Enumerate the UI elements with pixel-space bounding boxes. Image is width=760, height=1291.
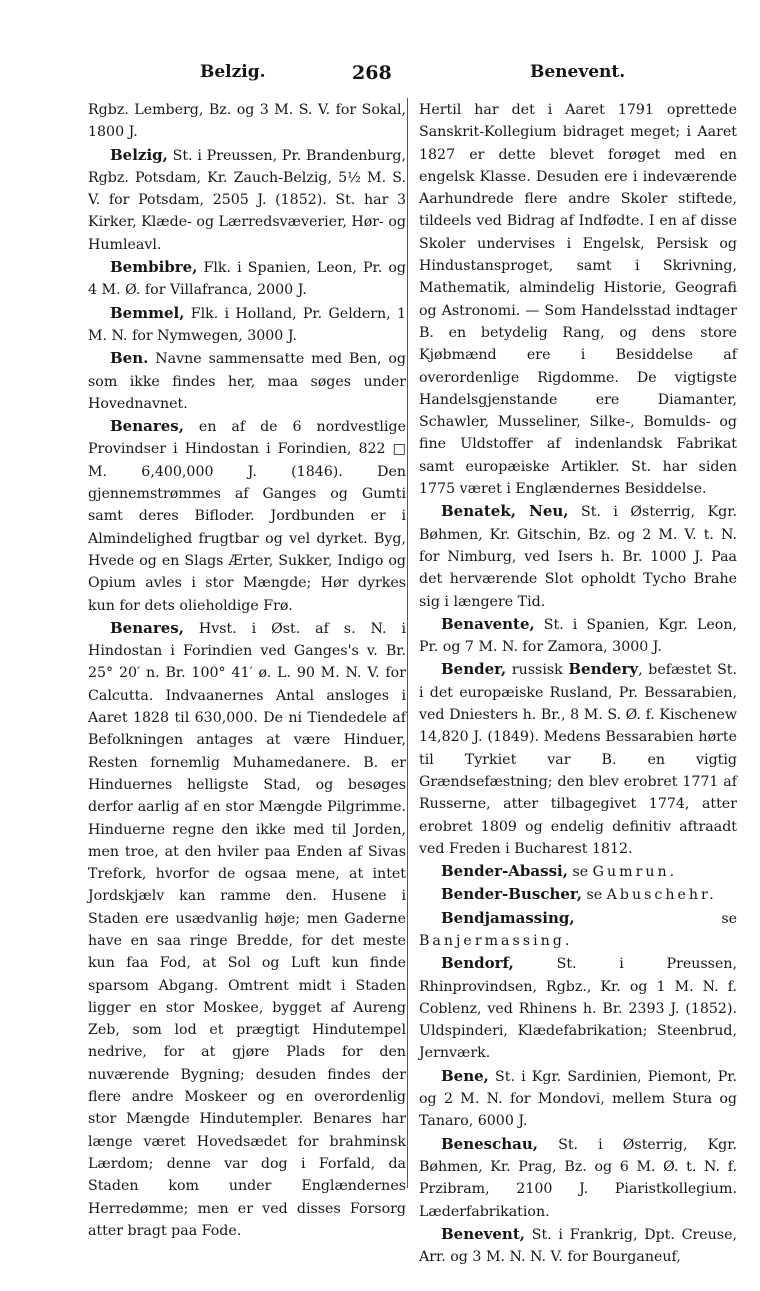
dictionary-entry bbox=[419, 883, 737, 906]
entry-headword: Benavente, bbox=[441, 614, 535, 633]
entry-headword: Bene, bbox=[441, 1066, 489, 1085]
dictionary-entry bbox=[419, 907, 737, 953]
entry-headword: Benatek, Neu, bbox=[441, 502, 569, 521]
dictionary-entry bbox=[419, 1065, 737, 1133]
entry-headword: Benares, bbox=[110, 417, 184, 436]
dictionary-entry bbox=[419, 952, 737, 1064]
entry-text: St. i Østerrig, Kgr. Bøhmen, Kr. Gitschin, Bz. og 2 M. V. t. N. for Nimburg, ved Isers h. Br. 1000 J. Paa det herværende Slot opholdt Tycho Brahe sig i længere Tid. bbox=[419, 504, 738, 610]
left-column bbox=[88, 99, 406, 1242]
dictionary-entry bbox=[88, 256, 406, 302]
entry-headword: Bembibre, bbox=[110, 258, 198, 277]
entry-text: Rgbz. Lemberg, Bz. og 3 M. S. V. for Sokal, 1800 J. bbox=[88, 102, 406, 141]
dictionary-entry bbox=[419, 860, 737, 883]
entry-headword: Bendorf, bbox=[441, 954, 514, 973]
running-head-right: Benevent. bbox=[530, 62, 626, 82]
entry-text: Hvst. i Øst. af s. N. i Hindostan i Forindien ved Ganges's v. Br. 25° 20′ n. Br. 100° 41′ ø. L. 90 M. N. V. for Calcutta. Indvaanernes Antal ansloges i Aaret 1828 til 630,000. De ni Tiendedele af Befolkningen antages at være Hinduer, Resten fornemlig Muhamedanere. B. er Hinduernes helligste Stad, og besøges derfor aarlig af en stor Mængde Pilgrimme. Hinduerne regne den ikke med til Jorden, men troe, at den hviler paa Enden af Sivas Trefork, hvorfor de ogsaa mene, at intet Jordskjælv kan ramme den. Husene i Staden ere usædvanlig høje; men Gaderne have en saa ringe Bredde, for det meste kun faa Fod, at Sol og Luft kun finde sparsom Abgang. Omtrent midt i Staden ligger en stor Moskee, bygget af Aureng Zeb, som lod et prægtigt Hindutempel nedrive, for at gjøre Plads for den nuværende Bygning; desuden findes der flere andre Moskeer og en overordenlig stor Mængde Hindutempler. Benares har længe været Hovedsædet for brahminsk Lærdom; denne var dog i Forfald, da Staden kom under Englændernes Herredømme; men er ved disses Forsorg atter bragt paa Fode. bbox=[88, 620, 406, 1239]
dictionary-entry bbox=[419, 1223, 737, 1269]
entry-headword: Bender-Buscher, bbox=[441, 885, 582, 904]
entry-text: St. i Kgr. Sardinien, Piemont, Pr. og 2 M. N. for Mondovi, mellem Stura og Tanaro, 6000 J. bbox=[419, 1068, 737, 1130]
entry-headword: Ben. bbox=[110, 349, 149, 368]
cross-reference: Abuschehr. bbox=[606, 887, 717, 904]
entry-continuation bbox=[419, 99, 737, 500]
dictionary-entry bbox=[419, 1133, 737, 1223]
entry-headword: Bender, bbox=[441, 660, 507, 679]
entry-text: Navne sammensatte med Ben, og som ikke findes her, maa søges under Hovednavnet. bbox=[88, 351, 406, 412]
entry-text: Hertil har det i Aaret 1791 oprettede Sanskrit-Kollegium bidraget meget; i Aaret 1827 er dette blevet forøget med en engelsk Klasse. Desuden ere i indeværende Aarhundrede flere andre Skoler stiftede, tildeels ved Bidrag af Indfødte. I en af disse Skoler undervises i Engelsk, Persisk og Hindustansproget, samt i Skrivning, Mathematik, almindelig Historie, Geografi og Astronomi. — Som Handelsstad indtager B. en betydelig Rang, og dens store Kjøbmænd ere i Besiddelse af overordenlige Rigdomme. De vigtigste Handelsgjenstande ere Diamanter, Schawler, Musseliner, Silke-, Bomulds- og fine Uldstoffer af indenlandsk Fabrikat samt europæiske Artikler. St. har siden 1775 været i Englændernes Besiddelse. bbox=[419, 102, 737, 498]
entry-text: St. i Preussen, Pr. Brandenburg, Rgbz. Potsdam, Kr. Zauch-Belzig, 5½ M. S. V. for Potsdam, 2505 J. (1852). St. har 3 Kirker, Klæde- og Lærredsvæverier, Hør- og Humleavl. bbox=[88, 147, 406, 253]
dictionary-entry bbox=[419, 500, 737, 612]
entry-headword: Beneschau, bbox=[441, 1134, 539, 1153]
entry-headword: Bender-Abassi, bbox=[441, 862, 568, 881]
entry-text: Flk. i Holland, Pr. Geldern, 1 M. N. for Nymwegen, 3000 J. bbox=[88, 305, 406, 344]
cross-reference: Banjermassing. bbox=[419, 932, 573, 949]
dictionary-entry bbox=[88, 415, 406, 617]
entry-text: St. i Østerrig, Kgr. Bøhmen, Kr. Prag, Bz. og 6 M. Ø. t. N. f. Przibram, 2100 J. Piaristkollegium. Læderfabrikation. bbox=[419, 1136, 737, 1220]
cross-reference: Gumrun. bbox=[592, 864, 678, 881]
dictionary-entry bbox=[88, 302, 406, 348]
entry-text: St. i Preussen, Rhinprovindsen, Rgbz., Kr. og 1 M. N. f. Coblenz, ved Rhinens h. Br. 2393 J. (1852). Uldspinderi, Klædefabrikation; Steenbrud, Jernværk. bbox=[419, 956, 737, 1062]
entry-text: Flk. i Spanien, Leon, Pr. og 4 M. Ø. for Villafranca, 2000 J. bbox=[88, 260, 406, 299]
page-number: 268 bbox=[352, 62, 392, 84]
entry-headword: Belzig, bbox=[110, 145, 168, 164]
entry-headword: Benevent, bbox=[441, 1224, 525, 1243]
dictionary-entry bbox=[419, 658, 737, 860]
entry-continuation bbox=[88, 99, 406, 144]
entry-text: , befæstet St. i det europæiske Rusland, Pr. Bessarabien, ved Dniesters h. Br., 8 M. S. Ø. f. Kischenew 14,820 J. (1849). Medens Bessarabien hørte til Tyrkiet var B. en vigtig Grændsefæstning; den blev erobret 1771 af Russerne, atter tilbagegivet 1774, atter erobret 1809 og endelig definitiv aftraadt ved Freden i Bucharest 1812. bbox=[419, 662, 738, 857]
entry-headword: Bendery bbox=[568, 660, 639, 679]
entry-text: russisk bbox=[506, 662, 569, 679]
entry-text: se bbox=[567, 864, 593, 881]
dictionary-entry bbox=[88, 347, 406, 415]
dictionary-entry bbox=[419, 613, 737, 659]
running-head-left: Belzig. bbox=[200, 62, 266, 82]
entry-text: se bbox=[581, 887, 607, 904]
entry-text: se bbox=[574, 910, 737, 927]
entry-headword: Benares, bbox=[110, 618, 184, 637]
entry-text: St. i Frankrig, Dpt. Creuse, Arr. og 3 M. N. N. V. for Bourganeuf, bbox=[419, 1226, 737, 1266]
dictionary-entry bbox=[88, 617, 406, 1242]
column-divider bbox=[407, 98, 408, 1188]
entry-headword: Bemmel, bbox=[110, 303, 185, 322]
right-column bbox=[419, 99, 737, 1268]
entry-text: en af de 6 nordvestlige Provindser i Hindostan i Forindien, 822 □ M. 6,400,000 J. (1846). Den gjennemstrømmes af Ganges og Gumti samt deres Bifloder. Jordbunden er i Almindelighed frugtbar og vel dyrket. Byg, Hvede og en Slags Ærter, Sukker, Indigo og Opium avles i stor Mængde; Hør dyrkes kun for dets olieholdige Frø. bbox=[88, 419, 406, 614]
entry-headword: Bendjamassing, bbox=[441, 908, 575, 927]
entry-text: St. i Spanien, Kgr. Leon, Pr. og 7 M. N. for Zamora, 3000 J. bbox=[419, 616, 737, 656]
dictionary-entry bbox=[88, 144, 406, 256]
